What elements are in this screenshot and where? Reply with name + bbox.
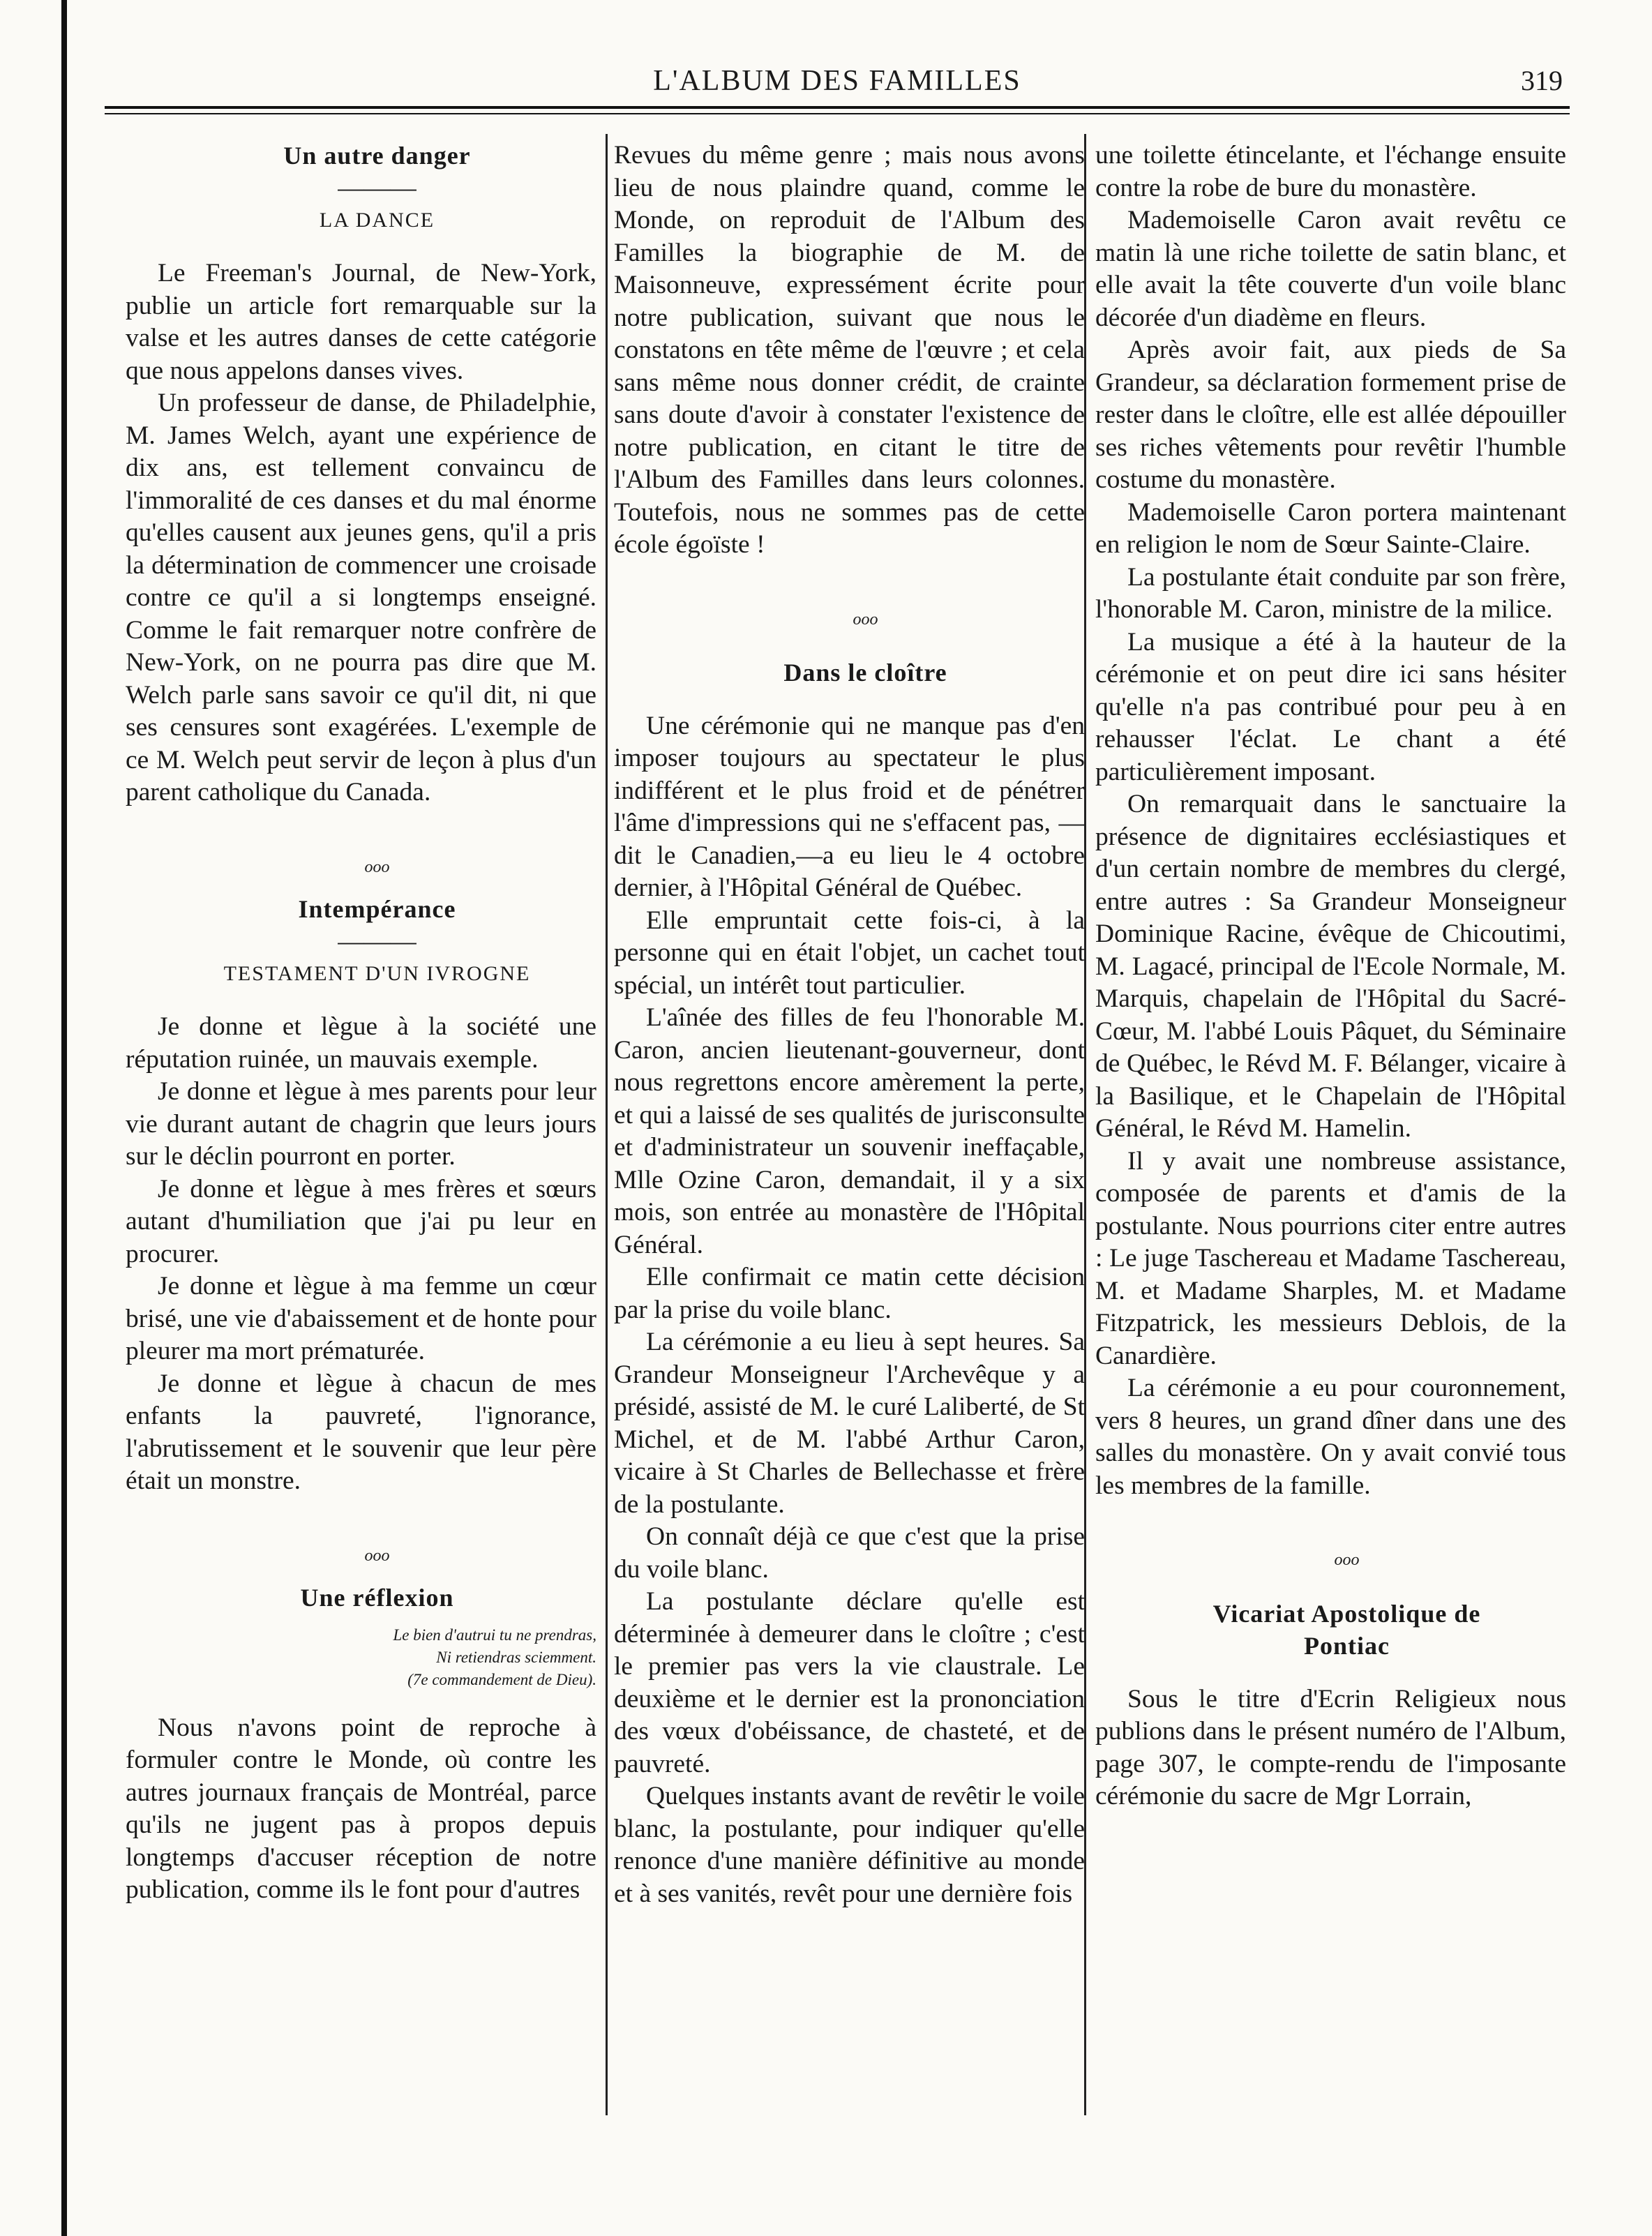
paragraph: Nous n'avons point de reproche à formuler contre le Monde, où contre les autres journaux français de Montréal, parce qu'ils ne jugent pas à propos depuis longtemps d'accuser réception de notre publication, comme ils le font pour d'autres — [126, 1713, 596, 1904]
section-separator: ooo — [364, 1546, 390, 1565]
article-title: Un autre danger — [283, 142, 471, 170]
paragraph-continued: Revues du même genre ; mais nous avons lieu de nous plaindre quand, comme le Monde, on reproduit de l'Album des Familles la biographie de M. de Maisonneuve, expressément écrite pour notre publication, suivant que nous le constatons en tête même de l'œuvre ; et cela sans même nous donner crédit, de crainte sans doute d'avoir à constater l'existence de notre publication, en citant le titre de l'Album des Familles dans leurs colonnes. Toutefois, nous ne sommes pas de cette école égoïste ! — [614, 141, 1085, 559]
paragraph-continued: une toilette étincelante, et l'échange ensuite contre la robe de bure du monastère. — [1095, 141, 1566, 202]
paragraph: La postulante déclare qu'elle est déterminée à demeurer dans le cloître ; c'est le premier pas vers la vie claustrale. Le deuxième et le dernier est la prononciation des vœux d'obéissance, de chasteté, et de pauvreté. — [614, 1587, 1085, 1778]
paragraph: Elle confirmait ce matin cette décision par la prise du voile blanc. — [614, 1263, 1085, 1324]
article-title: Dans le cloître — [783, 659, 947, 686]
paragraph: La postulante était conduite par son frère, l'honorable M. Caron, ministre de la milice. — [1095, 562, 1566, 624]
column-3 — [1095, 140, 1566, 1813]
page-number: 319 — [1521, 65, 1563, 96]
running-title: L'ALBUM DES FAMILLES — [653, 65, 1021, 97]
article-title: Intempérance — [298, 895, 456, 923]
article-title-line-2: Pontiac — [1304, 1632, 1390, 1660]
page-header — [112, 64, 1563, 106]
paragraph: La cérémonie a eu lieu à sept heures. Sa Grandeur Monseigneur l'Archevêque y a présidé, assisté de M. le curé Laliberté, de St Michel, et de M. l'abbé Arthur Caron, vicaire à St Charles de Bellechasse et frère de la postulante. — [614, 1328, 1085, 1519]
page-binding-edge — [61, 0, 67, 2236]
title-dash — [126, 926, 596, 958]
paragraph: Quelques instants avant de revêtir le voile blanc, la postulante, pour indiquer qu'elle renonce d'une manière définitive au monde et à ses vanités, revêt pour une dernière fois — [614, 1782, 1085, 1908]
paragraph: Le Freeman's Journal, de New-York, publie un article fort remarquable sur la valse et les autres danses de cette catégorie que nous appelons danses vives. — [126, 259, 596, 385]
paragraph: Il y avait une nombreuse assistance, composée de parents et d'amis de la postulante. Nous pourrions citer entre autres : Le juge Taschereau et Madame Taschereau, M. et Madame Sharples, M. et Madame Fitzpatrick, les messieurs Deblois, de la Canardière. — [1095, 1146, 1566, 1370]
section-separator: ooo — [1334, 1551, 1360, 1569]
paragraph: Elle empruntait cette fois-ci, à la personne qui en était l'objet, un cachet tout spécial, un intérêt tout particulier. — [614, 906, 1085, 1000]
article-title-line-1: Vicariat Apostolique de — [1212, 1599, 1481, 1628]
epigraph-line: (7e commandement de Dieu). — [407, 1670, 596, 1688]
article-subtitle: TESTAMENT D'UN IVROGNE — [223, 961, 531, 985]
paragraph: Je donne et lègue à chacun de mes enfants la pauvreté, l'ignorance, l'abrutissement et le souvenir que leur père était un monstre. — [126, 1369, 596, 1495]
column-2 — [614, 140, 1085, 1910]
paragraph: La cérémonie a eu pour couronnement, vers 8 heures, un grand dîner dans une des salles du monastère. On y avait convié tous les membres de la famille. — [1095, 1374, 1566, 1500]
paragraph: On connaît déjà ce que c'est que la prise du voile blanc. — [614, 1522, 1085, 1584]
article-subtitle: LA DANCE — [319, 208, 435, 232]
column-1 — [126, 140, 596, 1907]
header-rule-thin — [105, 113, 1570, 114]
epigraph-line: Le bien d'autrui tu ne prendras, — [393, 1626, 596, 1644]
paragraph: On remarquait dans le sanctuaire la présence de dignitaires ecclésiastiques et d'un certain nombre de membres du clergé, entre autres : Sa Grandeur Monseigneur Dominique Racine, évêque de Chicoutimi, M. Lagacé, principal de l'Ecole Normale, M. Marquis, chapelain de l'Hôpital du Sacré-Cœur, M. l'abbé Louis Pâquet, du Séminaire de Québec, le Révd M. F. Bélanger, vicaire à la Basilique, et le Chapelain de l'Hôpital Général, le Révd M. Hamelin. — [1095, 790, 1566, 1143]
paragraph: Mademoiselle Caron avait revêtu ce matin là une riche toilette de satin blanc, et elle avait la tête couverte d'un voile blanc décorée d'un diadème en fleurs. — [1095, 206, 1566, 332]
paragraph: Sous le titre d'Ecrin Religieux nous publions dans le présent numéro de l'Album, page 307, le compte-rendu de l'imposante cérémonie du sacre de Mgr Lorrain, — [1095, 1684, 1566, 1810]
section-separator: ooo — [364, 857, 390, 876]
paragraph: Je donne et lègue à ma femme un cœur brisé, une vie d'abaissement et de honte pour pleurer ma mort prématurée. — [126, 1272, 596, 1365]
title-dash — [126, 172, 596, 204]
paragraph: Je donne et lègue à mes parents pour leur vie durant autant de chagrin que leurs jours sur le déclin pourront en porter. — [126, 1077, 596, 1171]
epigraph-line: Ni retiendras sciemment. — [436, 1648, 596, 1666]
paragraph: La musique a été à la hauteur de la cérémonie et on peut dire ici sans hésiter qu'elle n'a pas contribué pour peu à en rehausser l'éclat. Le chant a été particulièrement imposant. — [1095, 627, 1566, 786]
paragraph: Mademoiselle Caron portera maintenant en religion le nom de Sœur Sainte-Claire. — [1095, 497, 1566, 559]
paragraph: Après avoir fait, aux pieds de Sa Grandeur, sa déclaration formement prise de rester dans le cloître, elle est allée dépouiller ses riches vêtements pour revêtir l'humble costume du monastère. — [1095, 336, 1566, 494]
header-rule-thick — [105, 106, 1570, 109]
column-divider-1 — [606, 134, 608, 2115]
article-title: Une réflexion — [300, 1584, 454, 1612]
paragraph: Je donne et lègue à mes frères et sœurs autant d'humiliation que j'ai pu leur en procurer. — [126, 1174, 596, 1268]
paragraph: Je donne et lègue à la société une réputation ruinée, un mauvais exemple. — [126, 1012, 596, 1074]
paragraph: L'aînée des filles de feu l'honorable M. Caron, ancien lieutenant-gouverneur, dont nous regrettons encore amèrement la perte, et qui a laissé de ses qualités de jurisconsulte et d'administrateur un souvenir ineffaçable, Mlle Ozine Caron, demandait, il y a six mois, son entrée au monastère de l'Hôpital Général. — [614, 1003, 1085, 1259]
section-separator: ooo — [853, 610, 878, 629]
paragraph: Un professeur de danse, de Philadelphie, M. James Welch, ayant une expérience de dix ans, est tellement convaincu de l'immoralité de ces danses et du mal énorme qu'elles causent aux jeunes gens, qu'il a pris la détermination de commencer une croisade contre ce qu'il a si longtemps enseigné. Comme le fait remarquer notre confrère de New-York, on ne pourra pas dire que M. Welch parle sans savoir ce qu'il dit, ni que ses censures sont exagérées. L'exemple de ce M. Welch peut servir de leçon à plus d'un parent catholique du Canada. — [126, 389, 596, 806]
paragraph: Une cérémonie qui ne manque pas d'en imposer toujours au spectateur le plus indifférent et le plus froid et de pénétrer l'âme d'impressions qui ne s'effacent pas, —dit le Canadien,—a eu lieu le 4 octobre dernier, à l'Hôpital Général de Québec. — [614, 711, 1085, 902]
